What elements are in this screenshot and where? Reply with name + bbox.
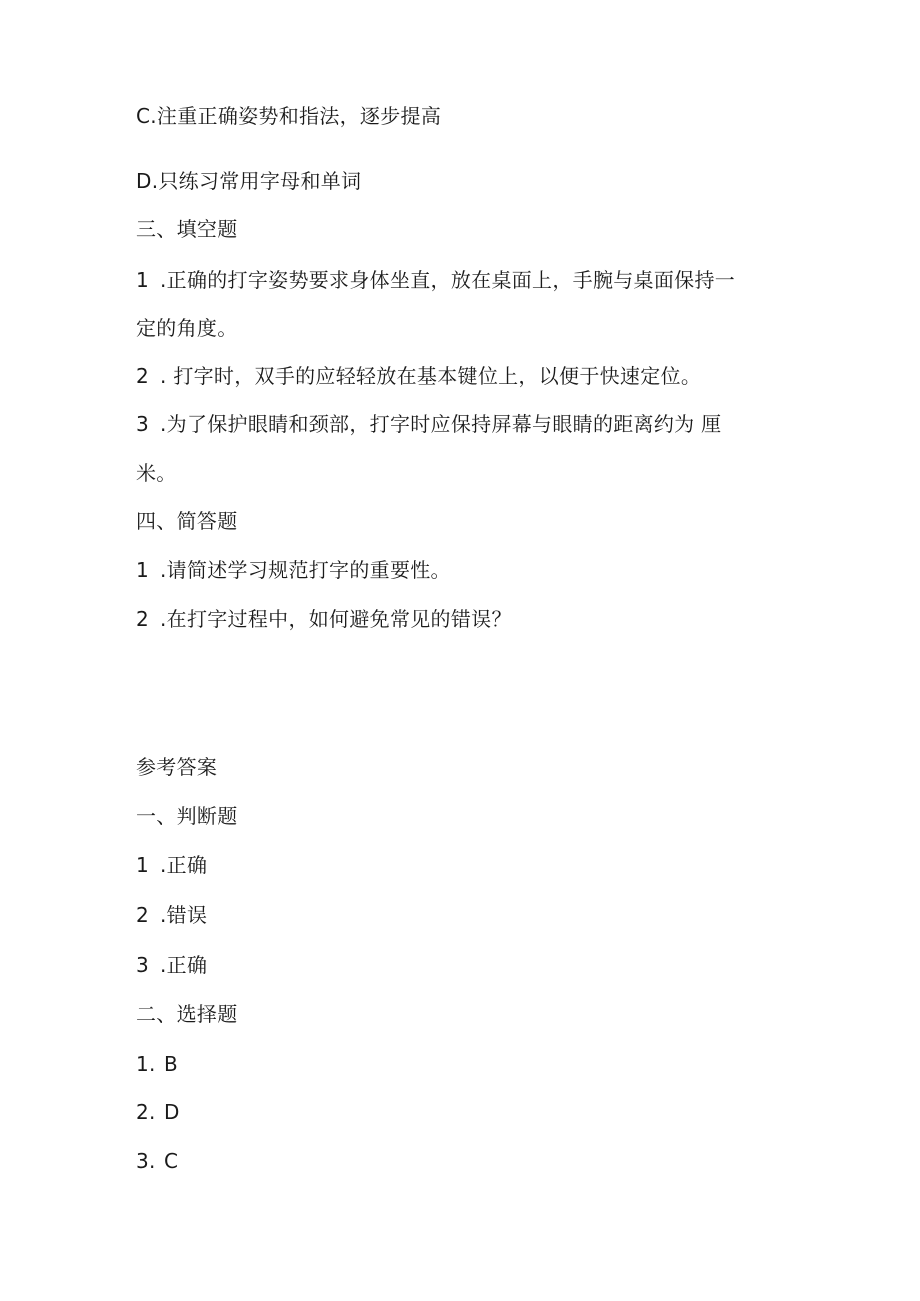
answers-title: 参考答案	[136, 755, 218, 779]
item-text: .在打字过程中，如何避免常见的错误？	[160, 607, 512, 631]
fill-blank-item-2	[136, 364, 701, 388]
item-text: .错误	[160, 903, 208, 927]
fill-blank-item-3-line-2: 米。	[136, 461, 177, 485]
answer-choice-2	[136, 1100, 180, 1124]
fill-blank-heading: 三、填空题	[136, 217, 238, 241]
answer-judgement-1	[136, 853, 207, 877]
item-number: 1	[136, 268, 150, 292]
short-answer-heading: 四、简答题	[136, 509, 238, 533]
item-number: 2	[136, 607, 150, 631]
option-c: C.注重正确姿势和指法，逐步提高	[136, 104, 442, 128]
item-number: 1	[136, 853, 150, 877]
item-text: .请简述学习规范打字的重要性。	[160, 558, 451, 582]
item-text: C	[164, 1149, 179, 1173]
answer-choice-3	[136, 1149, 178, 1173]
item-number: 3.	[136, 1149, 156, 1173]
item-text: .为了保护眼睛和颈部，打字时应保持屏幕与眼睛的距离约为 厘	[160, 412, 722, 436]
item-text: D	[164, 1100, 180, 1124]
item-number: 3	[136, 953, 150, 977]
item-number: 3	[136, 412, 150, 436]
item-text: .正确	[160, 853, 208, 877]
fill-blank-item-1-line-2: 定的角度。	[136, 316, 238, 340]
item-number: 2	[136, 903, 150, 927]
item-number: 1.	[136, 1052, 156, 1076]
fill-blank-item-1-line-1	[136, 268, 735, 292]
item-number: 2	[136, 364, 150, 388]
answers-choice-heading: 二、选择题	[136, 1002, 238, 1026]
short-answer-item-2	[136, 607, 512, 631]
item-text: .正确的打字姿势要求身体坐直，放在桌面上，手腕与桌面保持一	[160, 268, 736, 292]
option-d: D.只练习常用字母和单词	[136, 169, 362, 193]
answer-judgement-2	[136, 903, 207, 927]
short-answer-item-1	[136, 558, 451, 582]
answers-judgement-heading: 一、判断题	[136, 804, 238, 828]
answer-judgement-3	[136, 953, 207, 977]
item-number: 2.	[136, 1100, 156, 1124]
item-text: . 打字时，双手的应轻轻放在基本键位上，以便于快速定位。	[160, 364, 702, 388]
item-text: B	[164, 1052, 179, 1076]
fill-blank-item-3-line-1	[136, 412, 721, 436]
item-text: .正确	[160, 953, 208, 977]
item-number: 1	[136, 558, 150, 582]
answer-choice-1	[136, 1052, 178, 1076]
